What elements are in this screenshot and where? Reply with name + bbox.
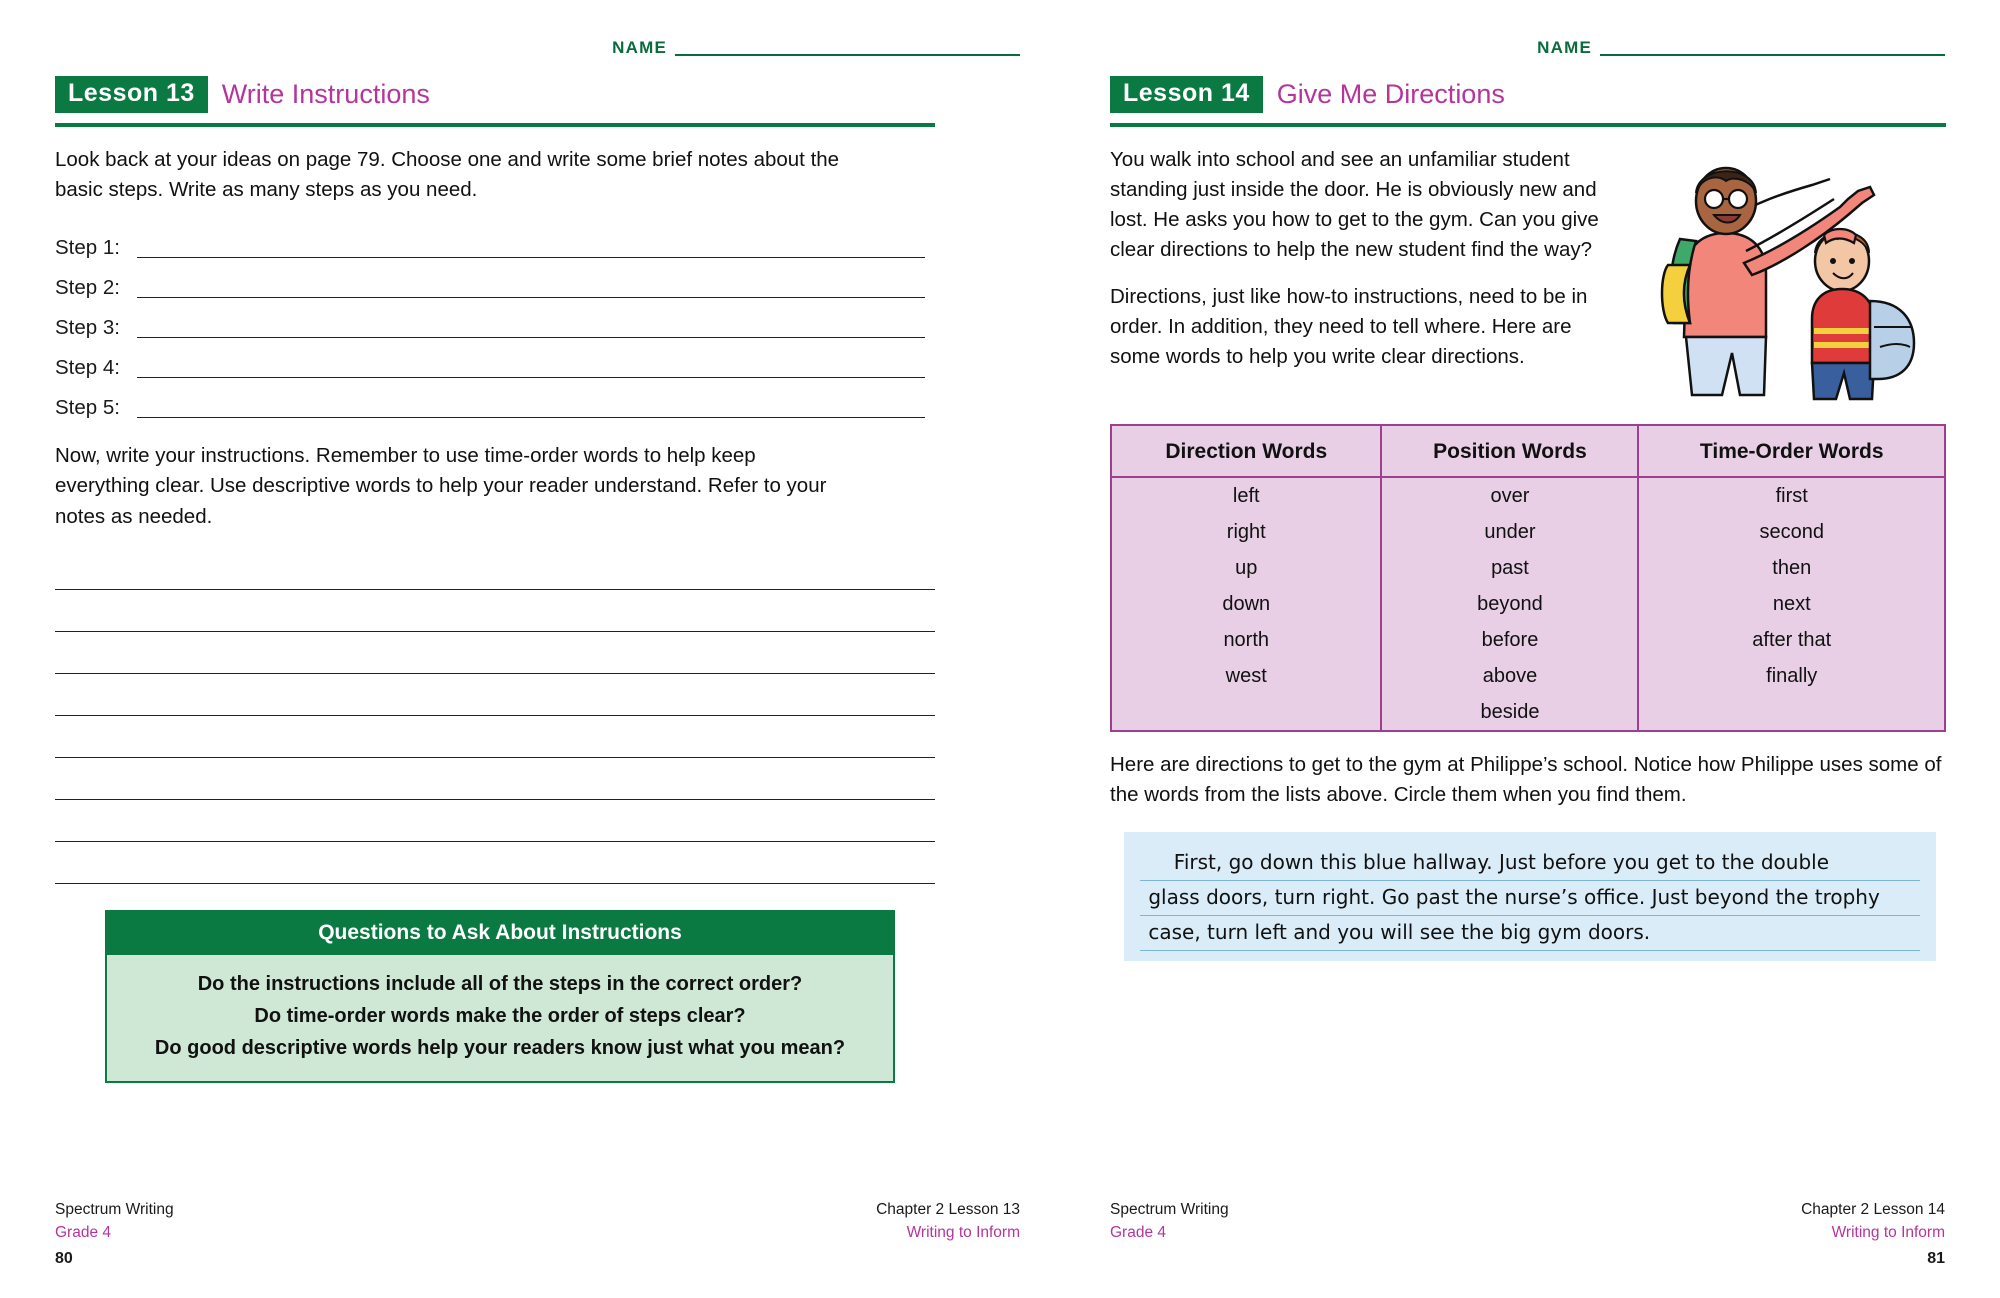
- questions-box-body: [107, 955, 893, 1081]
- write-line[interactable]: [55, 590, 935, 632]
- intro-paragraph: Look back at your ideas on page 79. Choose one and write some brief notes about the basic steps. Write as many steps as you need.: [55, 148, 840, 202]
- footer-unit: Writing to Inform: [906, 1223, 1020, 1241]
- footer-grade: Grade 4: [55, 1223, 112, 1241]
- page-footer-left: [55, 1199, 1020, 1268]
- intro-paragraph-2: Directions, just like how-to instructions, need to be in order. In addition, they need to tell where. Here are some words to help you write clear directions.: [1110, 284, 1588, 368]
- footer-chapter: Chapter 2 Lesson 14: [1801, 1201, 1945, 1219]
- word-item: down: [1222, 593, 1271, 615]
- step-label: Step 4:: [55, 356, 120, 380]
- question-item: Do good descriptive words help your readers know just what you mean?: [154, 1036, 846, 1059]
- write-line[interactable]: [55, 632, 935, 674]
- word-item: then: [1772, 557, 1812, 579]
- step-row[interactable]: [55, 223, 1020, 263]
- header-divider: [1110, 123, 1946, 127]
- page-footer-right: [1110, 1199, 1945, 1268]
- step-write-rule[interactable]: [137, 297, 925, 298]
- step-write-rule[interactable]: [137, 417, 925, 418]
- footer-chapter: Chapter 2 Lesson 13: [876, 1201, 1020, 1219]
- step-row[interactable]: [55, 303, 1020, 343]
- position-words-cell: [1381, 477, 1638, 731]
- lesson-title: Give Me Directions: [1276, 79, 1505, 109]
- question-item: Do the instructions include all of the steps in the correct order?: [197, 972, 803, 995]
- word-item: left: [1232, 485, 1260, 507]
- step-write-rule[interactable]: [137, 337, 925, 338]
- step-row[interactable]: [55, 383, 1020, 423]
- intro-text-column: [1110, 141, 1620, 406]
- name-label: NAME: [1537, 38, 1592, 57]
- blank-writing-lines[interactable]: [55, 548, 1020, 884]
- word-item: up: [1235, 557, 1258, 579]
- word-item: beyond: [1477, 593, 1543, 615]
- name-write-rule[interactable]: [1600, 53, 1945, 56]
- word-item: under: [1484, 521, 1536, 543]
- header-divider: [55, 123, 935, 127]
- name-line-left: [55, 26, 1020, 60]
- word-item: after that: [1752, 629, 1832, 651]
- page-number: 80: [55, 1250, 73, 1267]
- column-header-position: Position Words: [1381, 425, 1638, 477]
- name-line-right: [1110, 26, 1945, 60]
- word-item: right: [1226, 521, 1266, 543]
- step-write-rule[interactable]: [137, 377, 925, 378]
- step-row[interactable]: [55, 343, 1020, 383]
- name-write-rule[interactable]: [675, 53, 1020, 56]
- sample-answer-box: [1124, 832, 1936, 961]
- word-item: west: [1225, 665, 1267, 687]
- word-item: second: [1759, 521, 1824, 543]
- word-item: finally: [1766, 665, 1818, 687]
- name-label: NAME: [612, 38, 667, 57]
- step-row[interactable]: [55, 263, 1020, 303]
- write-line[interactable]: [55, 674, 935, 716]
- page-81: [1080, 0, 2000, 1298]
- lesson-tag: Lesson 13: [55, 76, 208, 113]
- word-item: next: [1772, 593, 1811, 615]
- page-number: 81: [1927, 1250, 1945, 1267]
- step-label: Step 1:: [55, 236, 120, 260]
- step-write-rule[interactable]: [137, 257, 925, 258]
- word-item: past: [1491, 557, 1529, 579]
- students-illustration: [1634, 141, 1934, 406]
- table-header-row: [1111, 425, 1945, 477]
- word-item: beside: [1480, 701, 1540, 723]
- lesson-header-left: [55, 76, 1020, 113]
- word-item: north: [1223, 629, 1270, 651]
- question-item: Do time-order words make the order of steps clear?: [254, 1004, 746, 1027]
- write-line[interactable]: [55, 548, 935, 590]
- intro-with-illustration: [1110, 141, 1945, 406]
- sample-answer-line: glass doors, turn right. Go past the nurse’s office. Just beyond the trophy: [1140, 881, 1920, 916]
- step-label: Step 3:: [55, 316, 120, 340]
- instructions-paragraph: Now, write your instructions. Remember to use time-order words to help keep everything clear. Use descriptive words to help your reader understand. Refer to your notes as needed.: [55, 444, 827, 528]
- direction-words-cell: [1111, 477, 1381, 731]
- lesson-header-right: [1110, 76, 1945, 113]
- write-line[interactable]: [55, 842, 935, 884]
- step-label: Step 5:: [55, 396, 120, 420]
- questions-box: [105, 910, 895, 1083]
- footer-unit: Writing to Inform: [1831, 1223, 1945, 1241]
- footer-grade: Grade 4: [1110, 1223, 1167, 1241]
- footer-book-title: Spectrum Writing: [55, 1201, 174, 1219]
- questions-box-title: Questions to Ask About Instructions: [107, 912, 893, 955]
- write-line[interactable]: [55, 716, 935, 758]
- illustration-svg: [1634, 141, 1934, 406]
- word-item: before: [1481, 629, 1539, 651]
- write-line[interactable]: [55, 758, 935, 800]
- sample-answer-line: case, turn left and you will see the big gym doors.: [1140, 916, 1920, 951]
- step-list: [55, 223, 1020, 423]
- table-body-row: [1111, 477, 1945, 731]
- word-item: first: [1775, 485, 1808, 507]
- step-label: Step 2:: [55, 276, 120, 300]
- footer-book-title: Spectrum Writing: [1110, 1201, 1229, 1219]
- time-order-words-cell: [1638, 477, 1945, 731]
- intro-paragraph-1: You walk into school and see an unfamiliar student standing just inside the door. He is obviously new and lost. He asks you how to get to the gym. Can you give clear directions to help the new student find the way?: [1110, 148, 1599, 262]
- word-item: over: [1490, 485, 1530, 507]
- write-line[interactable]: [55, 800, 935, 842]
- word-lists-table: [1110, 424, 1946, 732]
- column-header-time-order: Time-Order Words: [1638, 425, 1945, 477]
- sample-answer-line: First, go down this blue hallway. Just before you get to the double: [1140, 846, 1920, 881]
- directions-paragraph: Here are directions to get to the gym at Philippe’s school. Notice how Philippe uses some of the words from the lists above. Circle them when you find them.: [1110, 753, 1942, 807]
- lesson-tag: Lesson 14: [1110, 76, 1263, 113]
- word-item: above: [1482, 665, 1538, 687]
- lesson-title: Write Instructions: [221, 79, 430, 109]
- column-header-direction: Direction Words: [1111, 425, 1381, 477]
